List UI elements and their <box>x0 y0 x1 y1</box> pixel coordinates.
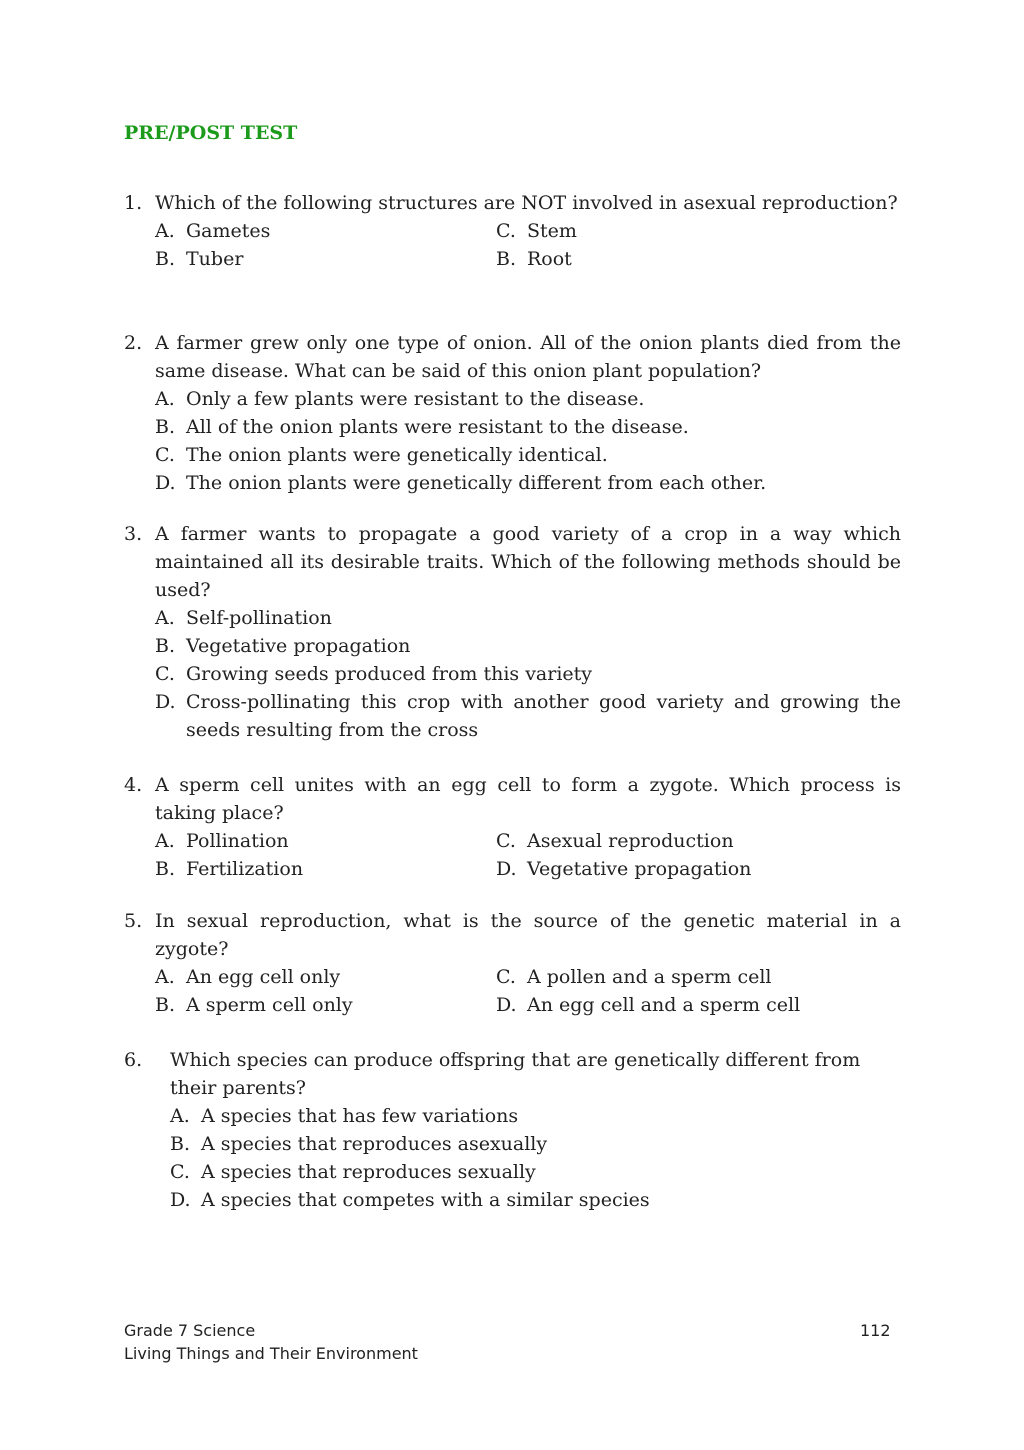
question-stem <box>124 907 901 963</box>
question-text: A sperm cell unites with an egg cell to form a zygote. Which process is taking place? <box>155 774 901 824</box>
option-letter: B. <box>496 248 517 270</box>
option-letter: A. <box>170 1105 190 1127</box>
option-letter: A. <box>155 966 175 988</box>
option-text: A sperm cell only <box>186 994 353 1016</box>
option-text: Root <box>527 248 572 270</box>
option-text: A species that reproduces asexually <box>201 1133 548 1155</box>
option-d <box>155 688 901 744</box>
question-number: 2. <box>124 332 143 354</box>
option-text: Asexual reproduction <box>527 830 734 852</box>
option-text: Self-pollination <box>186 607 332 629</box>
options-list <box>124 217 901 273</box>
footer-info <box>124 1319 418 1365</box>
option-b <box>155 855 496 883</box>
question-number: 3. <box>124 523 143 545</box>
footer-course: Grade 7 Science <box>124 1321 256 1340</box>
option-text: The onion plants were genetically identical. <box>186 444 608 466</box>
option-text: Growing seeds produced from this variety <box>186 663 593 685</box>
option-letter: D. <box>496 994 517 1016</box>
option-letter: B. <box>170 1133 191 1155</box>
question-text: A farmer wants to propagate a good variety of a crop in a way which maintained all its desirable traits. Which of the following methods should be used? <box>155 523 901 601</box>
option-letter: D. <box>170 1189 191 1211</box>
question-text: Which species can produce offspring that are genetically different from their parents? <box>170 1049 861 1099</box>
option-letter: A. <box>155 388 175 410</box>
option-a <box>170 1102 901 1130</box>
option-text: The onion plants were genetically different from each other. <box>186 472 767 494</box>
option-letter: C. <box>155 663 175 685</box>
question-stem <box>124 189 901 217</box>
option-b <box>170 1130 901 1158</box>
option-letter: B. <box>155 858 176 880</box>
option-text: Fertilization <box>186 858 304 880</box>
question-3 <box>124 520 901 744</box>
option-text: An egg cell only <box>186 966 341 988</box>
footer-unit: Living Things and Their Environment <box>124 1344 418 1363</box>
option-letter: D. <box>496 858 517 880</box>
option-letter: A. <box>155 830 175 852</box>
option-d <box>496 855 901 883</box>
option-letter: C. <box>496 220 516 242</box>
option-letter: A. <box>155 220 175 242</box>
question-stem <box>124 329 901 385</box>
option-text: Vegetative propagation <box>527 858 752 880</box>
question-stem <box>124 520 901 604</box>
option-text: A species that reproduces sexually <box>201 1161 536 1183</box>
option-c <box>496 217 901 245</box>
option-c <box>496 963 901 991</box>
question-number: 5. <box>124 910 143 932</box>
question-5 <box>124 907 901 1019</box>
option-a <box>155 963 496 991</box>
option-letter: C. <box>155 444 175 466</box>
option-letter: D. <box>155 472 176 494</box>
question-number: 1. <box>124 192 143 214</box>
option-text: An egg cell and a sperm cell <box>527 994 801 1016</box>
option-b-root <box>496 245 901 273</box>
option-b <box>155 245 496 273</box>
question-6 <box>124 1046 901 1214</box>
page-title: PRE/POST TEST <box>124 122 298 144</box>
option-text: Tuber <box>186 248 244 270</box>
question-number: 4. <box>124 774 143 796</box>
option-c <box>155 441 901 469</box>
option-c <box>155 660 901 688</box>
question-1 <box>124 189 901 273</box>
option-text: Vegetative propagation <box>186 635 411 657</box>
option-letter: A. <box>155 607 175 629</box>
option-a <box>155 217 496 245</box>
option-text: A species that competes with a similar species <box>201 1189 650 1211</box>
option-text: Cross-pollinating this crop with another good variety and growing the seeds resulting from the cross <box>186 691 901 741</box>
question-stem <box>124 1046 901 1102</box>
option-letter: B. <box>155 416 176 438</box>
option-a <box>155 385 901 413</box>
option-letter: D. <box>155 691 176 713</box>
options-list <box>124 1102 901 1214</box>
option-letter: C. <box>496 966 516 988</box>
option-d <box>155 469 901 497</box>
option-a <box>155 827 496 855</box>
option-c <box>496 827 901 855</box>
option-letter: B. <box>155 248 176 270</box>
option-text: All of the onion plants were resistant to the disease. <box>186 416 689 438</box>
option-text: Only a few plants were resistant to the disease. <box>186 388 645 410</box>
options-list <box>124 963 901 1019</box>
option-letter: B. <box>155 994 176 1016</box>
option-a <box>155 604 901 632</box>
option-letter: C. <box>170 1161 190 1183</box>
question-text: Which of the following structures are NOT involved in asexual reproduction? <box>155 192 898 214</box>
option-b <box>155 413 901 441</box>
option-d <box>496 991 901 1019</box>
option-d <box>170 1186 901 1214</box>
option-text: A species that has few variations <box>201 1105 519 1127</box>
question-4 <box>124 771 901 883</box>
question-text: In sexual reproduction, what is the source of the genetic material in a zygote? <box>155 910 901 960</box>
question-2 <box>124 329 901 497</box>
options-list <box>124 385 901 497</box>
options-list <box>124 827 901 883</box>
option-text: A pollen and a sperm cell <box>527 966 772 988</box>
option-letter: C. <box>496 830 516 852</box>
question-stem <box>124 771 901 827</box>
option-b <box>155 632 901 660</box>
option-letter: B. <box>155 635 176 657</box>
option-text: Stem <box>527 220 577 242</box>
option-text: Gametes <box>186 220 271 242</box>
option-b <box>155 991 496 1019</box>
question-number: 6. <box>124 1049 143 1071</box>
options-list <box>124 604 901 744</box>
question-text: A farmer grew only one type of onion. All of the onion plants died from the same disease. What can be said of this onion plant population? <box>155 332 901 382</box>
option-c <box>170 1158 901 1186</box>
page-number: 112 <box>860 1321 891 1340</box>
option-text: Pollination <box>186 830 289 852</box>
